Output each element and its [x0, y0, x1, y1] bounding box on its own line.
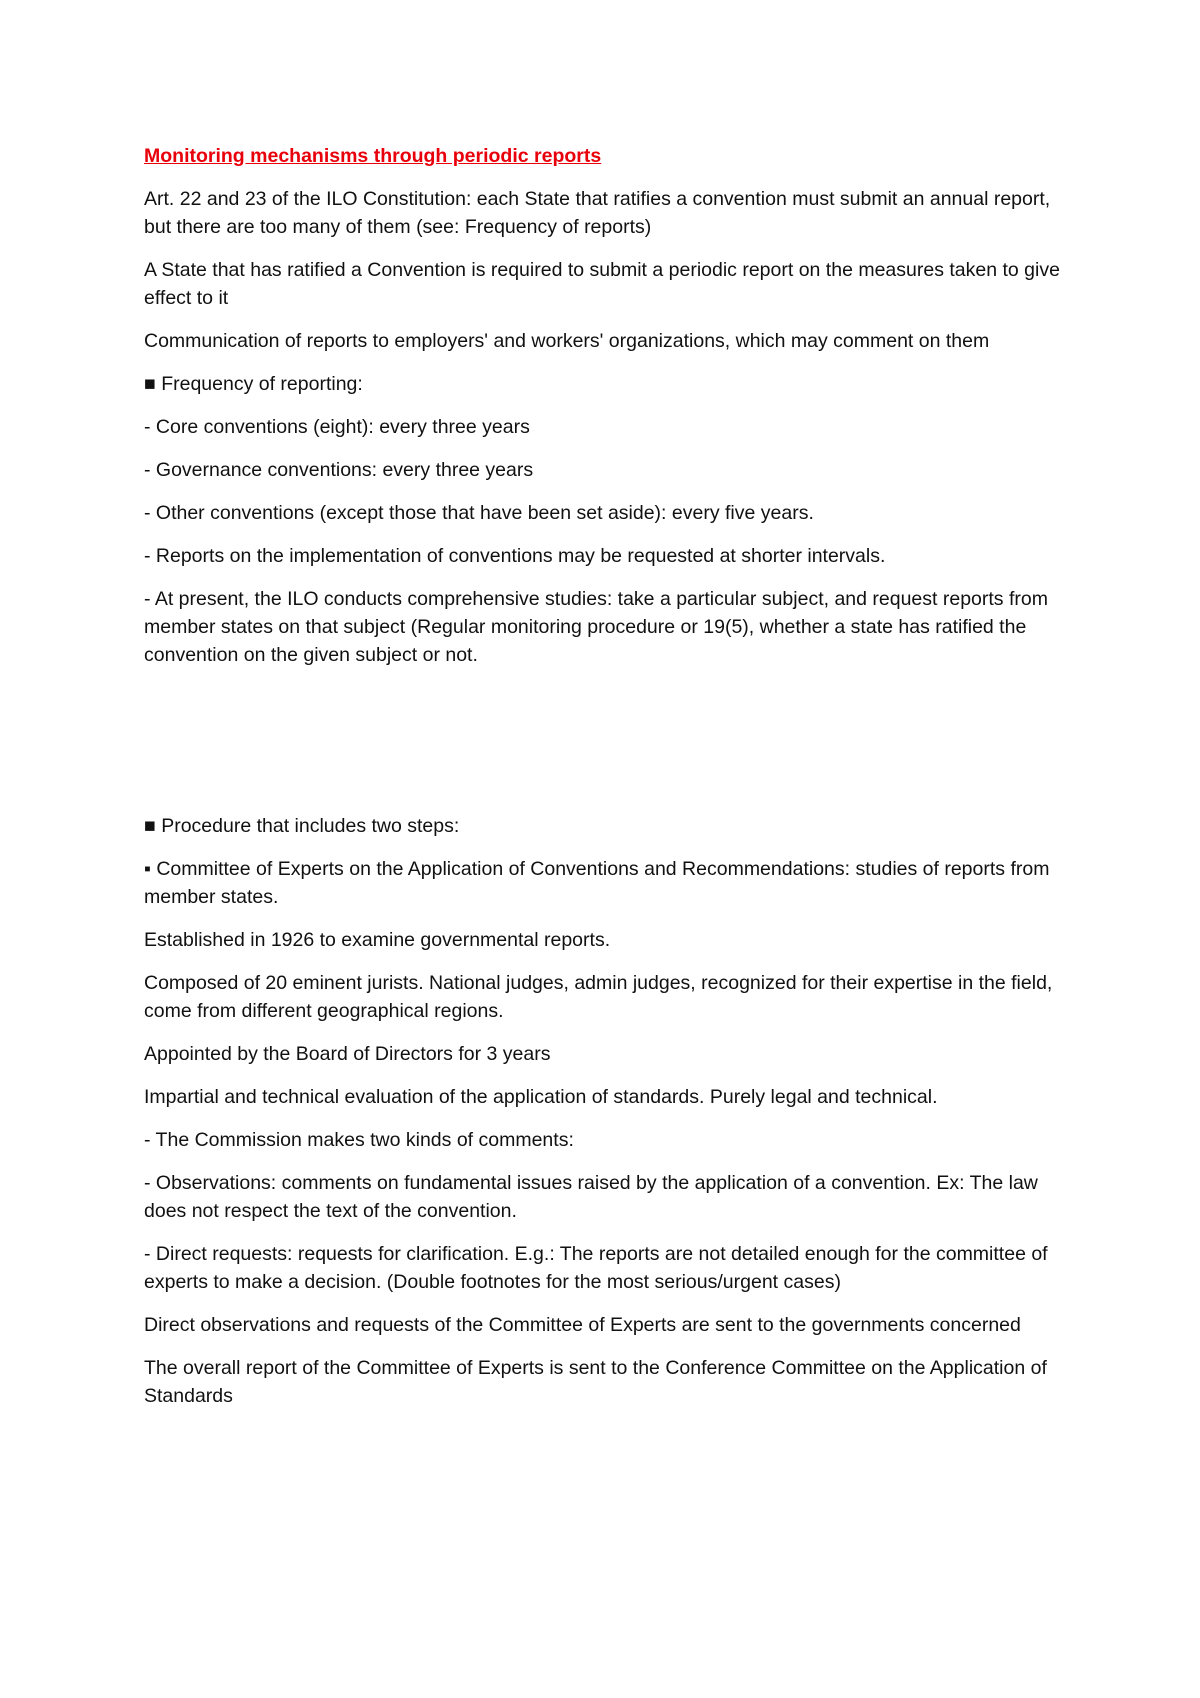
list-item: - Governance conventions: every three years [144, 459, 534, 481]
blank-space [144, 684, 1064, 812]
paragraph: Art. 22 and 23 of the ILO Constitution: each State that ratifies a convention must submit an annual report, but there are too many of them (see: Frequency of reports) [144, 188, 1051, 238]
paragraph: The overall report of the Committee of Experts is sent to the Conference Committee on the Application of Standards [144, 1357, 1047, 1407]
list-heading: ■ Procedure that includes two steps: [144, 815, 460, 837]
paragraph: ▪ Committee of Experts on the Application of Conventions and Recommendations: studies of reports from member states. [144, 858, 1050, 908]
list-item: - Other conventions (except those that have been set aside): every five years. [144, 502, 814, 524]
list-item: - Reports on the implementation of conventions may be requested at shorter intervals. [144, 545, 886, 567]
list-item: - The Commission makes two kinds of comments: [144, 1129, 574, 1151]
list-item: - Observations: comments on fundamental issues raised by the application of a convention. Ex: The law does not respect the text of the convention. [144, 1172, 1038, 1222]
paragraph: Composed of 20 eminent jurists. National judges, admin judges, recognized for their expertise in the field, come from different geographical regions. [144, 972, 1053, 1022]
paragraph: Established in 1926 to examine governmental reports. [144, 929, 611, 951]
paragraph: Direct observations and requests of the Committee of Experts are sent to the governments concerned [144, 1314, 1021, 1336]
list-item: - Core conventions (eight): every three years [144, 416, 530, 438]
document-content [144, 142, 1064, 1425]
list-item: - Direct requests: requests for clarification. E.g.: The reports are not detailed enough for the committee of experts to make a decision. (Double footnotes for the most serious/urgent cases) [144, 1243, 1048, 1293]
list-heading: ■ Frequency of reporting: [144, 373, 363, 395]
paragraph: Communication of reports to employers' and workers' organizations, which may comment on them [144, 330, 990, 352]
paragraph: Appointed by the Board of Directors for 3 years [144, 1043, 551, 1065]
list-item: - At present, the ILO conducts comprehensive studies: take a particular subject, and request reports from member states on that subject (Regular monitoring procedure or 19(5), whether a state has ratified the convention on the given subject or not. [144, 588, 1048, 666]
paragraph: Impartial and technical evaluation of the application of standards. Purely legal and technical. [144, 1086, 938, 1108]
document-title: Monitoring mechanisms through periodic reports [144, 145, 602, 167]
paragraph: A State that has ratified a Convention is required to submit a periodic report on the measures taken to give effect to it [144, 259, 1060, 309]
